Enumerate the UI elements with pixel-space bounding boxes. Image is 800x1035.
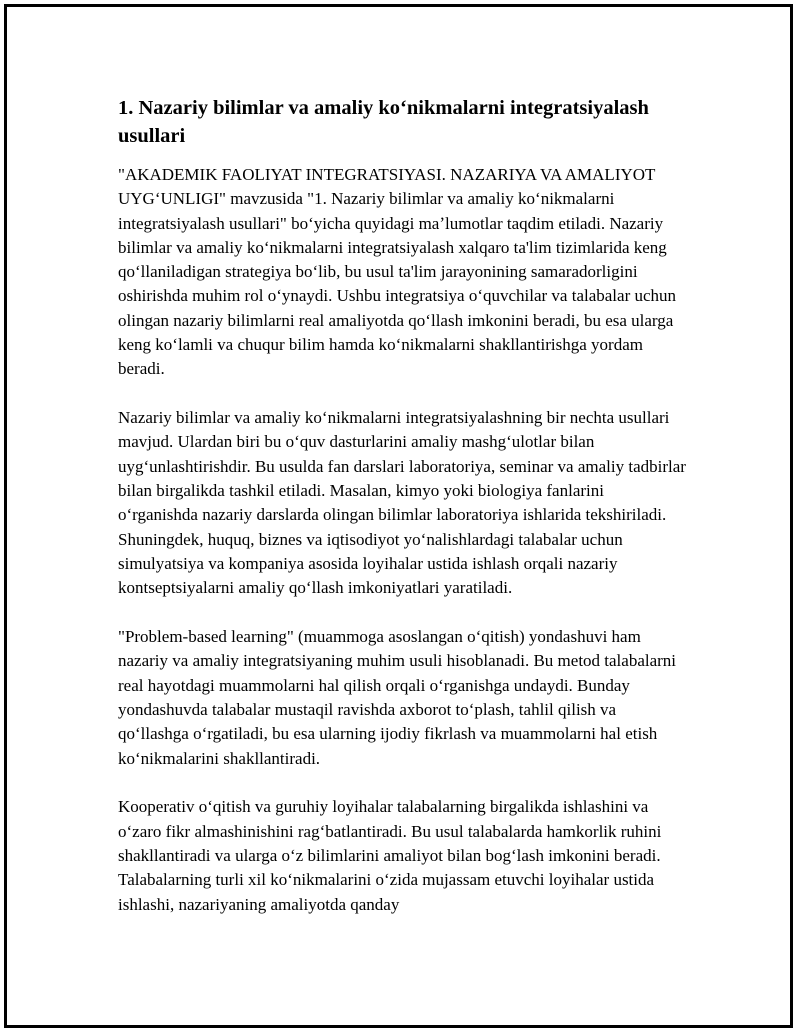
paragraph-intro: "AKADEMIK FAOLIYAT INTEGRATSIYASI. NAZARIYA VA AMALIYOT UYGʻUNLIGI" mavzusida "1. Nazariy bilimlar va amaliy koʻnikmalarni integratsiyalash usullari" boʻyicha quyidagi maʼlumotlar taqdim etiladi. Nazariy bilimlar va amaliy koʻnikmalarni integratsiyalash xalqaro ta'lim tizimlarida keng qoʻllaniladigan strategiya boʻlib, bu usul ta'lim jarayonining samaradorligini oshirishda muhim rol oʻynaydi. Ushbu integratsiya oʻquvchilar va talabalar uchun olingan nazariy bilimlarni real amaliyotda qoʻllash imkonini beradi, bu esa ularga keng koʻlamli va chuqur bilim hamda koʻnikmalarni shakllantirishga yordam beradi.: [118, 165, 677, 379]
section-heading: 1. Nazariy bilimlar va amaliy koʻnikmalarni integratsiyalash usullari: [118, 97, 649, 147]
paragraph-problem-based-learning: "Problem-based learning" (muammoga asoslangan oʻqitish) yondashuvi ham nazariy va amaliy integratsiyaning muhim usuli hisoblanadi. Bu metod talabalarni real hayotdagi muammolarni hal qilish orqali oʻrganishga undaydi. Bunday yondashuvda talabalar mustaqil ravishda axborot toʻplash, tahlil qilish va qoʻllashga oʻrgatiladi, bu esa ularning ijodiy fikrlash va muammolarni hal etish koʻnikmalarini shakllantiradi.: [118, 627, 677, 768]
paragraph-cooperative-learning: Kooperativ oʻqitish va guruhiy loyihalar talabalarning birgalikda ishlashini va oʻzaro fikr almashinishini ragʻbatlantiradi. Bu usul talabalarda hamkorlik ruhini shakllantiradi va ularga oʻz bilimlarini amaliyot bilan bogʻlash imkonini beradi. Talabalarning turli xil koʻnikmalarini oʻzida mujassam etuvchi loyihalar ustida ishlashi, nazariyaning amaliyotda qanday: [118, 797, 662, 914]
document-body: [118, 94, 688, 941]
paragraph-methods: Nazariy bilimlar va amaliy koʻnikmalarni integratsiyalashning bir nechta usullari mavjud. Ulardan biri bu oʻquv dasturlarini amaliy mashgʻulotlar bilan uygʻunlashtirishdir. Bu usulda fan darslari laboratoriya, seminar va amaliy tadbirlar bilan birgalikda tashkil etiladi. Masalan, kimyo yoki biologiya fanlarini oʻrganishda nazariy darslarda olingan bilimlar laboratoriya ishlarida tekshiriladi. Shuningdek, huquq, biznes va iqtisodiyot yoʻnalishlardagi talabalar uchun simulyatsiya va kompaniya asosida loyihalar ustida ishlash orqali nazariy kontseptsiyalarni amaliy qoʻllash imkoniyatlari yaratiladi.: [118, 408, 686, 598]
